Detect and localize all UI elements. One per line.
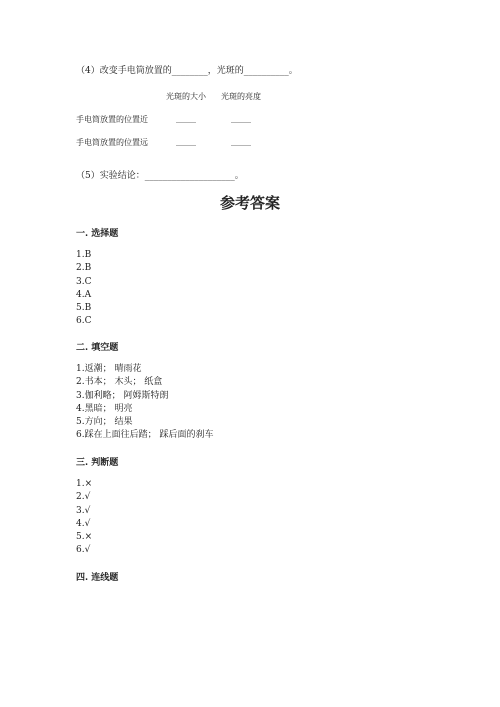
question-5-blank: ____________________ bbox=[144, 171, 235, 181]
table-row-near-label: 手电筒放置的位置近 bbox=[76, 115, 148, 124]
list-item: 3.√ bbox=[76, 505, 91, 516]
answer-title: 参考答案 bbox=[219, 194, 280, 212]
section-fill-list bbox=[76, 363, 213, 443]
list-item: 5.× bbox=[76, 532, 93, 543]
question-4-suffix: 。 bbox=[288, 66, 298, 76]
table-row-near-cell-size: _____ bbox=[176, 114, 196, 123]
section-heading-choice: 一. 选择题 bbox=[76, 229, 119, 239]
section-heading-fill: 二. 填空题 bbox=[76, 343, 119, 353]
question-4-blank-1: ________ bbox=[171, 66, 208, 76]
question-4-prefix: （4）改变手电筒放置的 bbox=[76, 66, 172, 76]
list-item: 2.书本； 木头； 纸盒 bbox=[76, 377, 163, 388]
table-row-far-cell-size: _____ bbox=[176, 137, 196, 146]
table-row-far-cell-brightness: _____ bbox=[231, 137, 251, 146]
section-heading-judge: 三. 判断题 bbox=[76, 458, 119, 468]
section-choice-list bbox=[76, 249, 91, 329]
list-item: 5.B bbox=[76, 303, 92, 314]
section-judge-list bbox=[76, 478, 92, 558]
table-header-brightness: 光斑的亮度 bbox=[221, 92, 261, 101]
list-item: 2.B bbox=[76, 263, 92, 274]
list-item: 5.方向； 结果 bbox=[76, 417, 133, 428]
list-item: 6.C bbox=[76, 316, 92, 327]
section-heading-matching: 四. 连线题 bbox=[76, 573, 119, 583]
question-5-prefix: （5）实验结论： bbox=[76, 171, 145, 181]
list-item: 3.伽利略； 阿姆斯特朗 bbox=[76, 390, 169, 401]
list-item: 4.√ bbox=[76, 518, 91, 529]
list-item: 6.踩在上面往后踏； 踩后面的刹车 bbox=[76, 430, 214, 441]
question-4 bbox=[76, 63, 298, 76]
question-4-middle: ，光斑的 bbox=[207, 66, 244, 76]
list-item: 1.× bbox=[76, 479, 93, 489]
list-item: 1.B bbox=[76, 250, 92, 260]
list-item: 4.A bbox=[76, 289, 92, 300]
question-4-blank-2: __________ bbox=[243, 66, 289, 76]
list-item: 6.√ bbox=[76, 545, 91, 556]
table-header-size: 光斑的大小 bbox=[166, 92, 206, 101]
list-item: 2.√ bbox=[76, 492, 91, 503]
question-5 bbox=[76, 168, 244, 181]
question-5-suffix: 。 bbox=[234, 171, 244, 181]
list-item: 4.黑暗； 明亮 bbox=[76, 403, 133, 414]
list-item: 3.C bbox=[76, 276, 92, 287]
table-row-far-label: 手电筒放置的位置远 bbox=[76, 138, 148, 147]
list-item: 1.返潮； 晴雨花 bbox=[76, 364, 142, 374]
table-row-near-cell-brightness: _____ bbox=[231, 114, 251, 123]
